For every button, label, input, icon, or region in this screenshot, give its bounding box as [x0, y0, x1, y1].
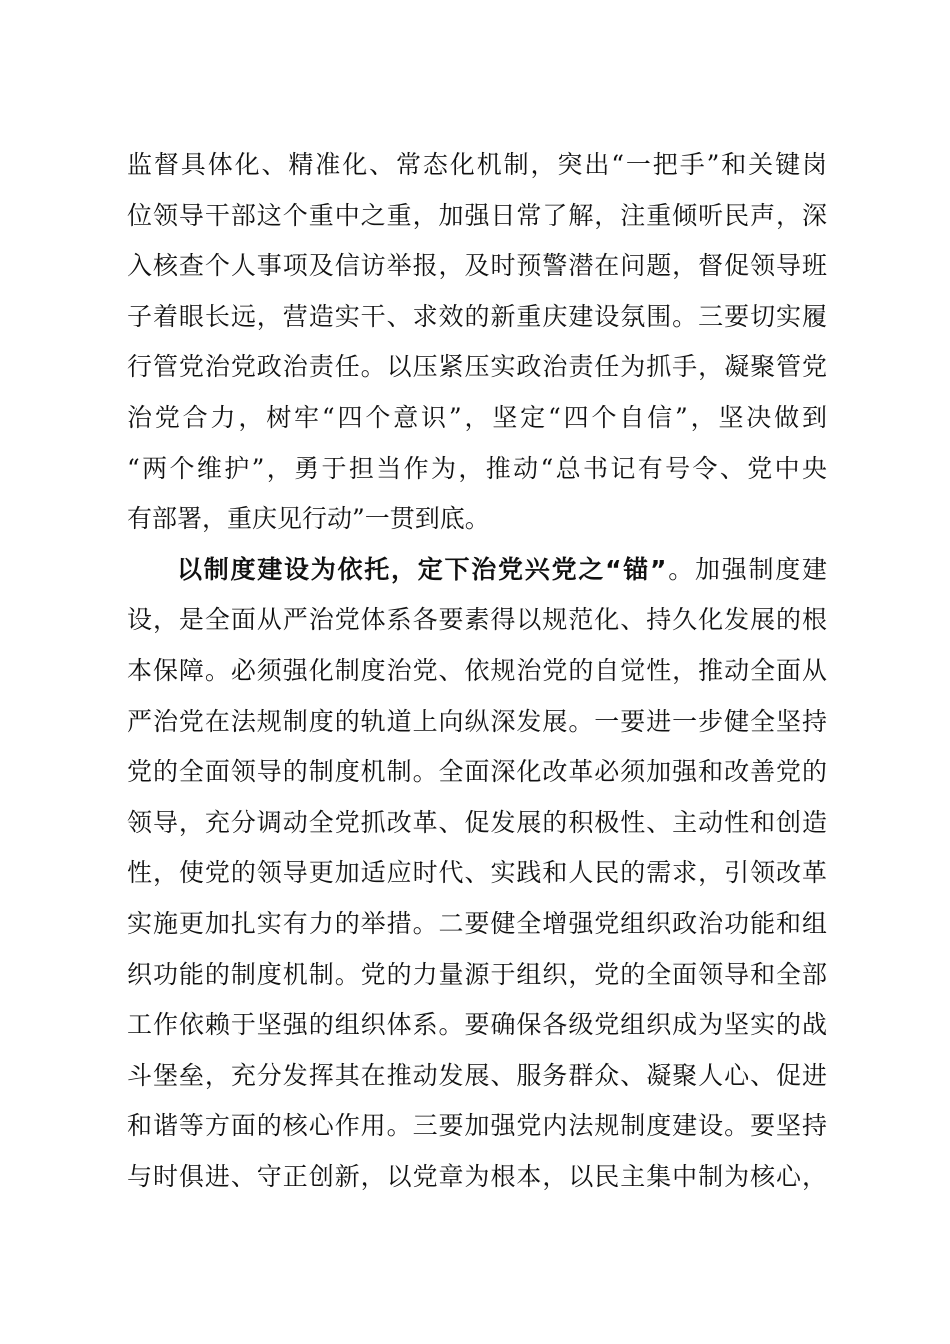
- text-line: 与时俱进、守正创新，以党章为根本，以民主集中制为核心，: [127, 1161, 827, 1191]
- document-body: [127, 140, 827, 1202]
- text-line: 位领导干部这个重中之重，加强日常了解，注重倾听民声，深: [127, 200, 827, 230]
- paragraph-first-line: [127, 545, 827, 596]
- text-line: 斗堡垒，充分发挥其在推动发展、服务群众、凝聚人心、促进: [127, 1060, 827, 1090]
- text-line: 设，是全面从严治党体系各要素得以规范化、持久化发展的根: [127, 605, 827, 635]
- text-line: 治党合力，树牢“四个意识”，坚定“四个自信”，坚决做到: [127, 402, 827, 432]
- text-line: 行管党治党政治责任。以压紧压实政治责任为抓手，凝聚管党: [127, 352, 827, 382]
- text-line: 和谐等方面的核心作用。三要加强党内法规制度建设。要坚持: [127, 1111, 827, 1141]
- text-line: “两个维护”，勇于担当作为，推动“总书记有号令、党中央: [127, 453, 827, 483]
- text-run: 。加强制度建: [666, 554, 827, 584]
- paragraph-1: [127, 140, 827, 545]
- text-line: 有部署，重庆见行动”一贯到底。: [127, 504, 490, 534]
- text-line: 工作依赖于坚强的组织体系。要确保各级党组织成为坚实的战: [127, 1010, 827, 1040]
- paragraph-2: [127, 545, 827, 1203]
- section-heading: 以制度建设为依托，定下治党兴党之“锚”: [177, 554, 667, 584]
- text-line: 本保障。必须强化制度治党、依规治党的自觉性，推动全面从: [127, 655, 827, 685]
- text-line: 织功能的制度机制。党的力量源于组织，党的全面领导和全部: [127, 959, 827, 989]
- text-line: 实施更加扎实有力的举措。二要健全增强党组织政治功能和组: [127, 908, 827, 938]
- text-line: 子着眼长远，营造实干、求效的新重庆建设氛围。三要切实履: [127, 301, 827, 331]
- text-line: 监督具体化、精准化、常态化机制，突出“一把手”和关键岗: [127, 150, 827, 179]
- text-line: 性，使党的领导更加适应时代、实践和人民的需求，引领改革: [127, 858, 827, 888]
- text-line: 入核查个人事项及信访举报，及时预警潜在问题，督促领导班: [127, 251, 827, 281]
- text-line: 党的全面领导的制度机制。全面深化改革必须加强和改善党的: [127, 757, 827, 787]
- text-line: 严治党在法规制度的轨道上向纵深发展。一要进一步健全坚持: [127, 706, 827, 736]
- text-line: 领导，充分调动全党抓改革、促发展的积极性、主动性和创造: [127, 807, 827, 837]
